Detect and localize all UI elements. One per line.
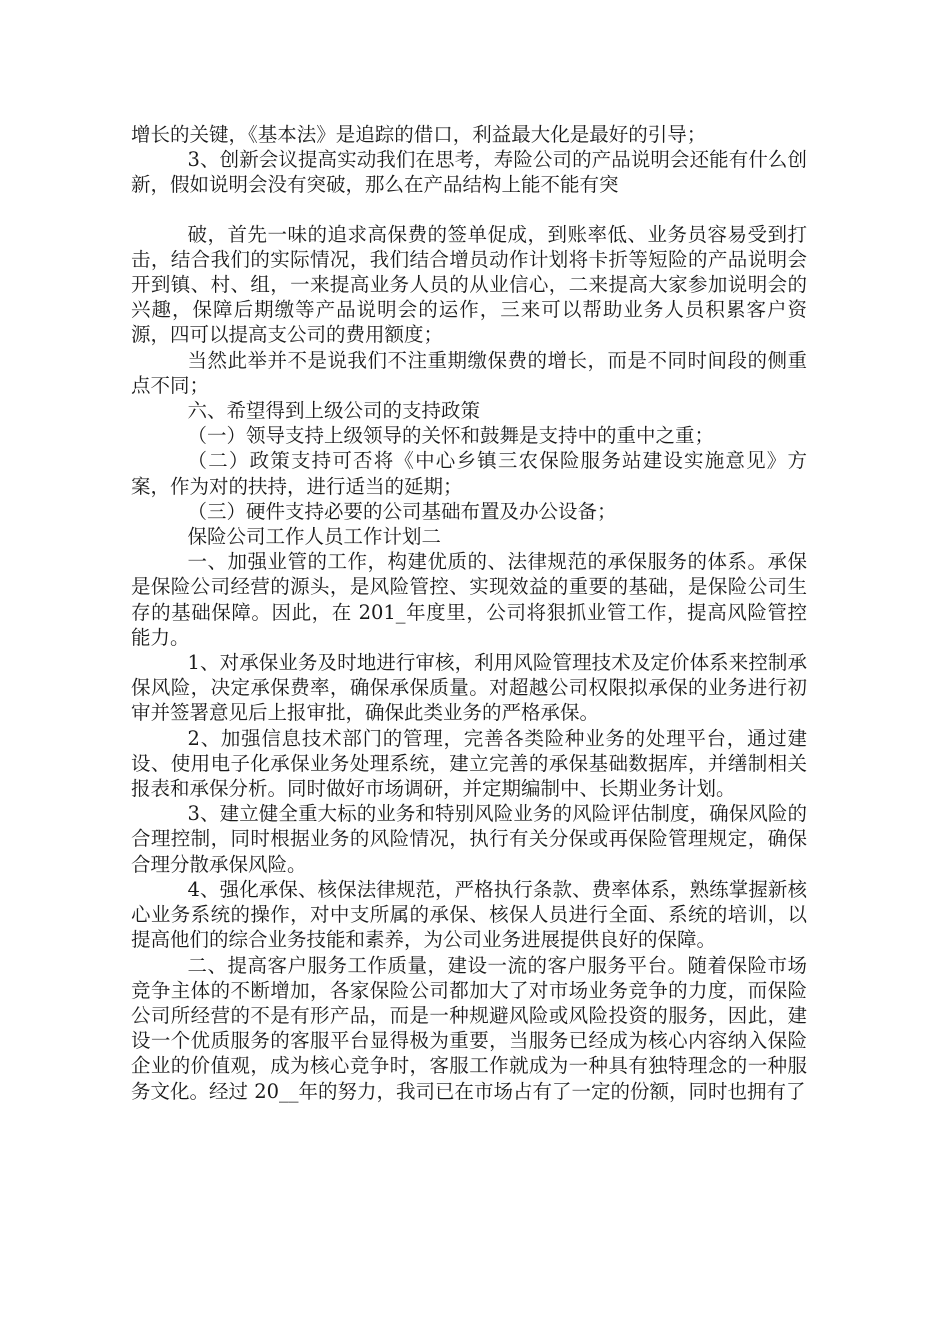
paragraph: 4、强化承保、核保法律规范，严格执行条款、费率体系，熟练掌握新核心业务系统的操作，对中支所属的承保、核保人员进行全面、系统的培训，以提高他们的综合业务技能和素养，为公司业务进展提供良好的保障。 [131, 877, 807, 952]
section-heading: 六、希望得到上级公司的支持政策 [187, 399, 481, 423]
paragraph: 1、对承保业务及时地进行审核，利用风险管理技术及定价体系来控制承保风险，决定承保费率，确保承保质量。对超越公司权限拟承保的业务进行初审并签署意见后上报审批，确保此类业务的严格承保。 [131, 651, 807, 725]
paragraph: 2、加强信息技术部门的管理，完善各类险种业务的处理平台，通过建设、使用电子化承保业务处理系统，建立完善的承保基础数据库，并缮制相关报表和承保分析。同时做好市场调研，并定期编制中、长期业务计划。 [131, 726, 807, 801]
paragraph: 3、建立健全重大标的业务和特别风险业务的风险评估制度，确保风险的合理控制，同时根据业务的风险情况，执行有关分保或再保险管理规定，确保合理分散承保风险。 [131, 802, 807, 876]
paragraph: （三）硬件支持必要的公司基础布置及办公设备； [187, 499, 617, 523]
paragraph: 3、创新会议提高实动我们在思考，寿险公司的产品说明会还能有什么创新，假如说明会没有突破，那么在产品结构上能不能有突 [131, 148, 807, 197]
document-body [131, 122, 807, 1104]
paragraph: 当然此举并不是说我们不注重期缴保费的增长，而是不同时间段的侧重点不同； [131, 348, 807, 397]
paragraph: 增长的关键，《基本法》是追踪的借口，利益最大化是最好的引导； [131, 123, 707, 146]
paragraph: 破，首先一味的追求高保费的签单促成，到账率低、业务员容易受到打击，结合我们的实际情况，我们结合增员动作计划将卡折等短险的产品说明会开到镇、村、组，一来提高业务人员的从业信心，二来提高大家参加说明会的兴趣，保障后期缴等产品说明会的运作，三来可以帮助业务人员积累客户资源，四可以提高支公司的费用额度； [131, 222, 807, 347]
paragraph: （一）领导支持上级领导的关怀和鼓舞是支持中的重中之重； [187, 424, 715, 448]
paragraph: （二）政策支持可否将《中心乡镇三农保险服务站建设实施意见》方案，作为对的扶持，进行适当的延期； [131, 449, 807, 498]
paragraph: 一、加强业管的工作，构建优质的、法律规范的承保服务的体系。承保是保险公司经营的源头，是风险管控、实现效益的重要的基础，是保险公司生存的基础保障。因此，在 201_年度里，公司将狠抓业管工作，提高风险管控能力。 [131, 550, 807, 649]
paragraph: 二、提高客户服务工作质量，建设一流的客户服务平台。随着保险市场竞争主体的不断增加，各家保险公司都加大了对市场业务竞争的力度，而保险公司所经营的不是有形产品，而是一种规避风险或风险投资的服务，因此，建设一个优质服务的客服平台显得极为重要，当服务已经成为核心内容纳入保险企业的价值观，成为核心竞争时，客服工作就成为一种具有独特理念的一种服务文化。经过 20__年的努力，我司已在市场占有了一定的份额，同时也拥有了 [131, 953, 807, 1103]
section-title: 保险公司工作人员工作计划二 [187, 525, 442, 549]
